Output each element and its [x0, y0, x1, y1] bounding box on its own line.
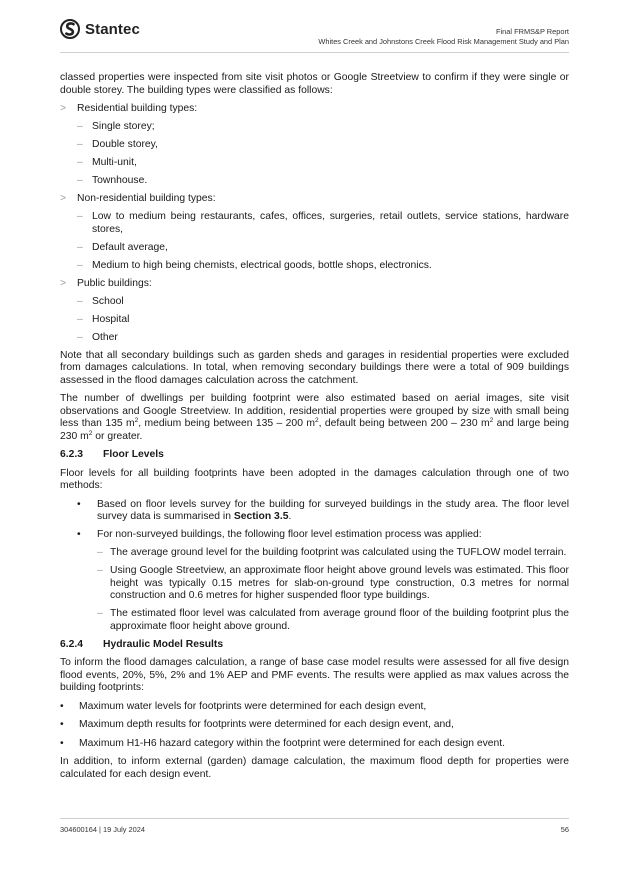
dash-icon: –	[77, 295, 83, 307]
result-item	[60, 701, 569, 714]
building-type-label: Non-residential building types:	[77, 193, 216, 204]
bullet-icon: •	[60, 737, 64, 749]
dwellings-paragraph	[60, 393, 569, 443]
report-heading	[318, 27, 569, 47]
intro-paragraph: classed properties were inspected from site visit photos or Google Streetview to confirm if they were single or double storey. The building types were classified as follows:	[60, 72, 569, 96]
secondary-buildings-note: Note that all secondary buildings such as garden sheds and garages in residential properties were excluded from damages calculations. In total, when removing secondary buildings there were a total of 909 buildings assessed in the flood damages calculation across the catchment.	[60, 349, 569, 386]
building-subtype-item	[60, 121, 569, 134]
chevron-right-icon: >	[60, 103, 67, 114]
building-type-label: Public buildings:	[77, 277, 152, 289]
subtype-text: School	[92, 295, 124, 307]
estimation-step	[97, 547, 569, 560]
dash-icon: –	[77, 139, 83, 150]
closing-paragraph: In addition, to inform external (garden) damage calculation, the maximum flood depth for properties were calculated for each design event.	[60, 756, 569, 780]
method-text: For non-surveyed buildings, the following floor level estimation process was applied:	[97, 529, 482, 540]
estimation-step	[97, 565, 569, 603]
dwellings-text: and large being 230 m	[60, 418, 569, 442]
dash-icon: –	[77, 211, 83, 222]
dash-icon: –	[77, 175, 83, 186]
building-subtype-item	[60, 211, 569, 236]
dwellings-text: , medium being between 135 – 200 m	[138, 418, 315, 429]
result-item	[60, 719, 569, 732]
building-subtype-item	[60, 332, 569, 345]
dash-icon: –	[97, 547, 103, 558]
subtype-text: Double storey,	[92, 139, 158, 150]
building-subtype-item	[60, 296, 569, 309]
dwellings-text: , default being between 200 – 230 m	[318, 418, 490, 429]
result-item	[60, 738, 569, 751]
building-type-item	[60, 278, 569, 345]
building-type-label: Residential building types:	[77, 103, 198, 114]
dash-icon: –	[77, 241, 83, 253]
section-number: 6.2.4	[60, 638, 84, 650]
dash-icon: –	[77, 331, 83, 343]
superscript: 2	[489, 417, 494, 424]
bullet-icon: •	[77, 498, 81, 510]
document-reference: 304600164 | 19 July 2024	[60, 825, 145, 834]
page-number: 56	[560, 825, 569, 834]
hydraulic-results-intro: To inform the flood damages calculation, a range of base case model results were assessed for all five design flood events, 20%, 5%, 2% and 1% AEP and PMF events. The results were applied as max values across the building footprints:	[60, 657, 569, 693]
bullet-icon: •	[60, 719, 64, 730]
building-type-item	[60, 103, 569, 188]
bullet-icon: •	[60, 700, 64, 712]
method-item	[60, 529, 569, 633]
floor-levels-intro: Floor levels for all building footprints have been adopted in the damages calculation through one of two methods:	[60, 467, 569, 491]
building-subtype-list	[60, 211, 569, 272]
report-subtitle: Whites Creek and Johnstons Creek Flood Risk Management Study and Plan	[318, 37, 569, 46]
building-subtype-item	[60, 260, 569, 273]
dash-icon: –	[77, 313, 83, 325]
section-number: 6.2.3	[60, 449, 84, 460]
subtype-text: Medium to high being chemists, electrical goods, bottle shops, electronics.	[92, 259, 432, 271]
subtype-text: Default average,	[92, 241, 168, 253]
building-subtype-list	[60, 296, 569, 345]
method-text: Based on floor levels survey for the building for surveyed buildings in the study area. The floor level survey data is summarised in	[97, 498, 569, 522]
section-title: Floor Levels	[103, 449, 164, 460]
building-subtype-item	[60, 157, 569, 170]
method-item	[60, 499, 569, 524]
method-text: .	[288, 511, 292, 522]
result-text: Maximum depth results for footprints were determined for each design event, and,	[79, 719, 454, 730]
estimation-steps-list	[97, 547, 569, 633]
building-subtype-item	[60, 314, 569, 327]
report-title: Final FRMS&P Report	[496, 27, 569, 36]
stantec-logo-icon	[60, 19, 80, 39]
building-subtype-item	[60, 175, 569, 188]
logo-text: Stantec	[85, 20, 140, 38]
dwellings-text: or greater.	[92, 430, 143, 442]
chevron-right-icon: >	[60, 193, 67, 204]
page-content	[60, 72, 569, 787]
bullet-icon: •	[77, 529, 81, 540]
dash-icon: –	[97, 565, 103, 576]
floor-level-methods-list	[60, 499, 569, 634]
subtype-text: Multi-unit,	[92, 157, 137, 168]
chevron-right-icon: >	[60, 277, 67, 289]
page-header	[60, 16, 569, 53]
dash-icon: –	[97, 608, 103, 619]
superscript: 2	[314, 417, 319, 424]
superscript: 2	[134, 417, 139, 424]
step-text: The average ground level for the building footprint was calculated using the TUFLOW model terrain.	[110, 547, 567, 558]
step-text: Using Google Streetview, an approximate floor height above ground levels was estimated. This floor height was typically 0.15 metres for slab-on-ground type construction, 0.3 metres for normal construction and 0.6 metres for higher suspended floor type buildings.	[110, 565, 569, 601]
estimation-step	[97, 608, 569, 633]
building-subtype-item	[60, 139, 569, 152]
building-type-item	[60, 193, 569, 272]
building-types-list	[60, 103, 569, 344]
dash-icon: –	[77, 157, 83, 168]
result-text: Maximum water levels for footprints were determined for each design event,	[79, 700, 427, 712]
dash-icon: –	[77, 259, 83, 271]
subtype-text: Other	[92, 331, 118, 343]
section-heading-floor-levels	[60, 449, 569, 462]
dwellings-text: The number of dwellings per building footprint were also estimated based on aerial images, site visit observations and Google Streetview. In addition, residential properties were grouped by size with small being less than 135 m	[60, 393, 569, 429]
step-text: The estimated floor level was calculated from average ground floor of the building footprint plus the approximate floor height above ground.	[110, 608, 569, 632]
section-reference: Section 3.5	[233, 511, 289, 522]
section-heading-hydraulic-results	[60, 639, 569, 652]
subtype-text: Single storey;	[92, 121, 155, 132]
subtype-text: Low to medium being restaurants, cafes, offices, surgeries, retail outlets, service stations, hardware stores,	[92, 211, 569, 235]
result-text: Maximum H1-H6 hazard category within the footprint were determined for each design event.	[79, 737, 506, 749]
stantec-logo	[60, 18, 140, 40]
building-subtype-list	[60, 121, 569, 188]
hydraulic-results-list	[60, 701, 569, 751]
superscript: 2	[88, 429, 93, 437]
subtype-text: Townhouse.	[92, 175, 148, 186]
page-footer	[60, 818, 569, 834]
subtype-text: Hospital	[92, 313, 130, 325]
dash-icon: –	[77, 121, 83, 132]
section-title: Hydraulic Model Results	[103, 638, 224, 650]
building-subtype-item	[60, 242, 569, 255]
